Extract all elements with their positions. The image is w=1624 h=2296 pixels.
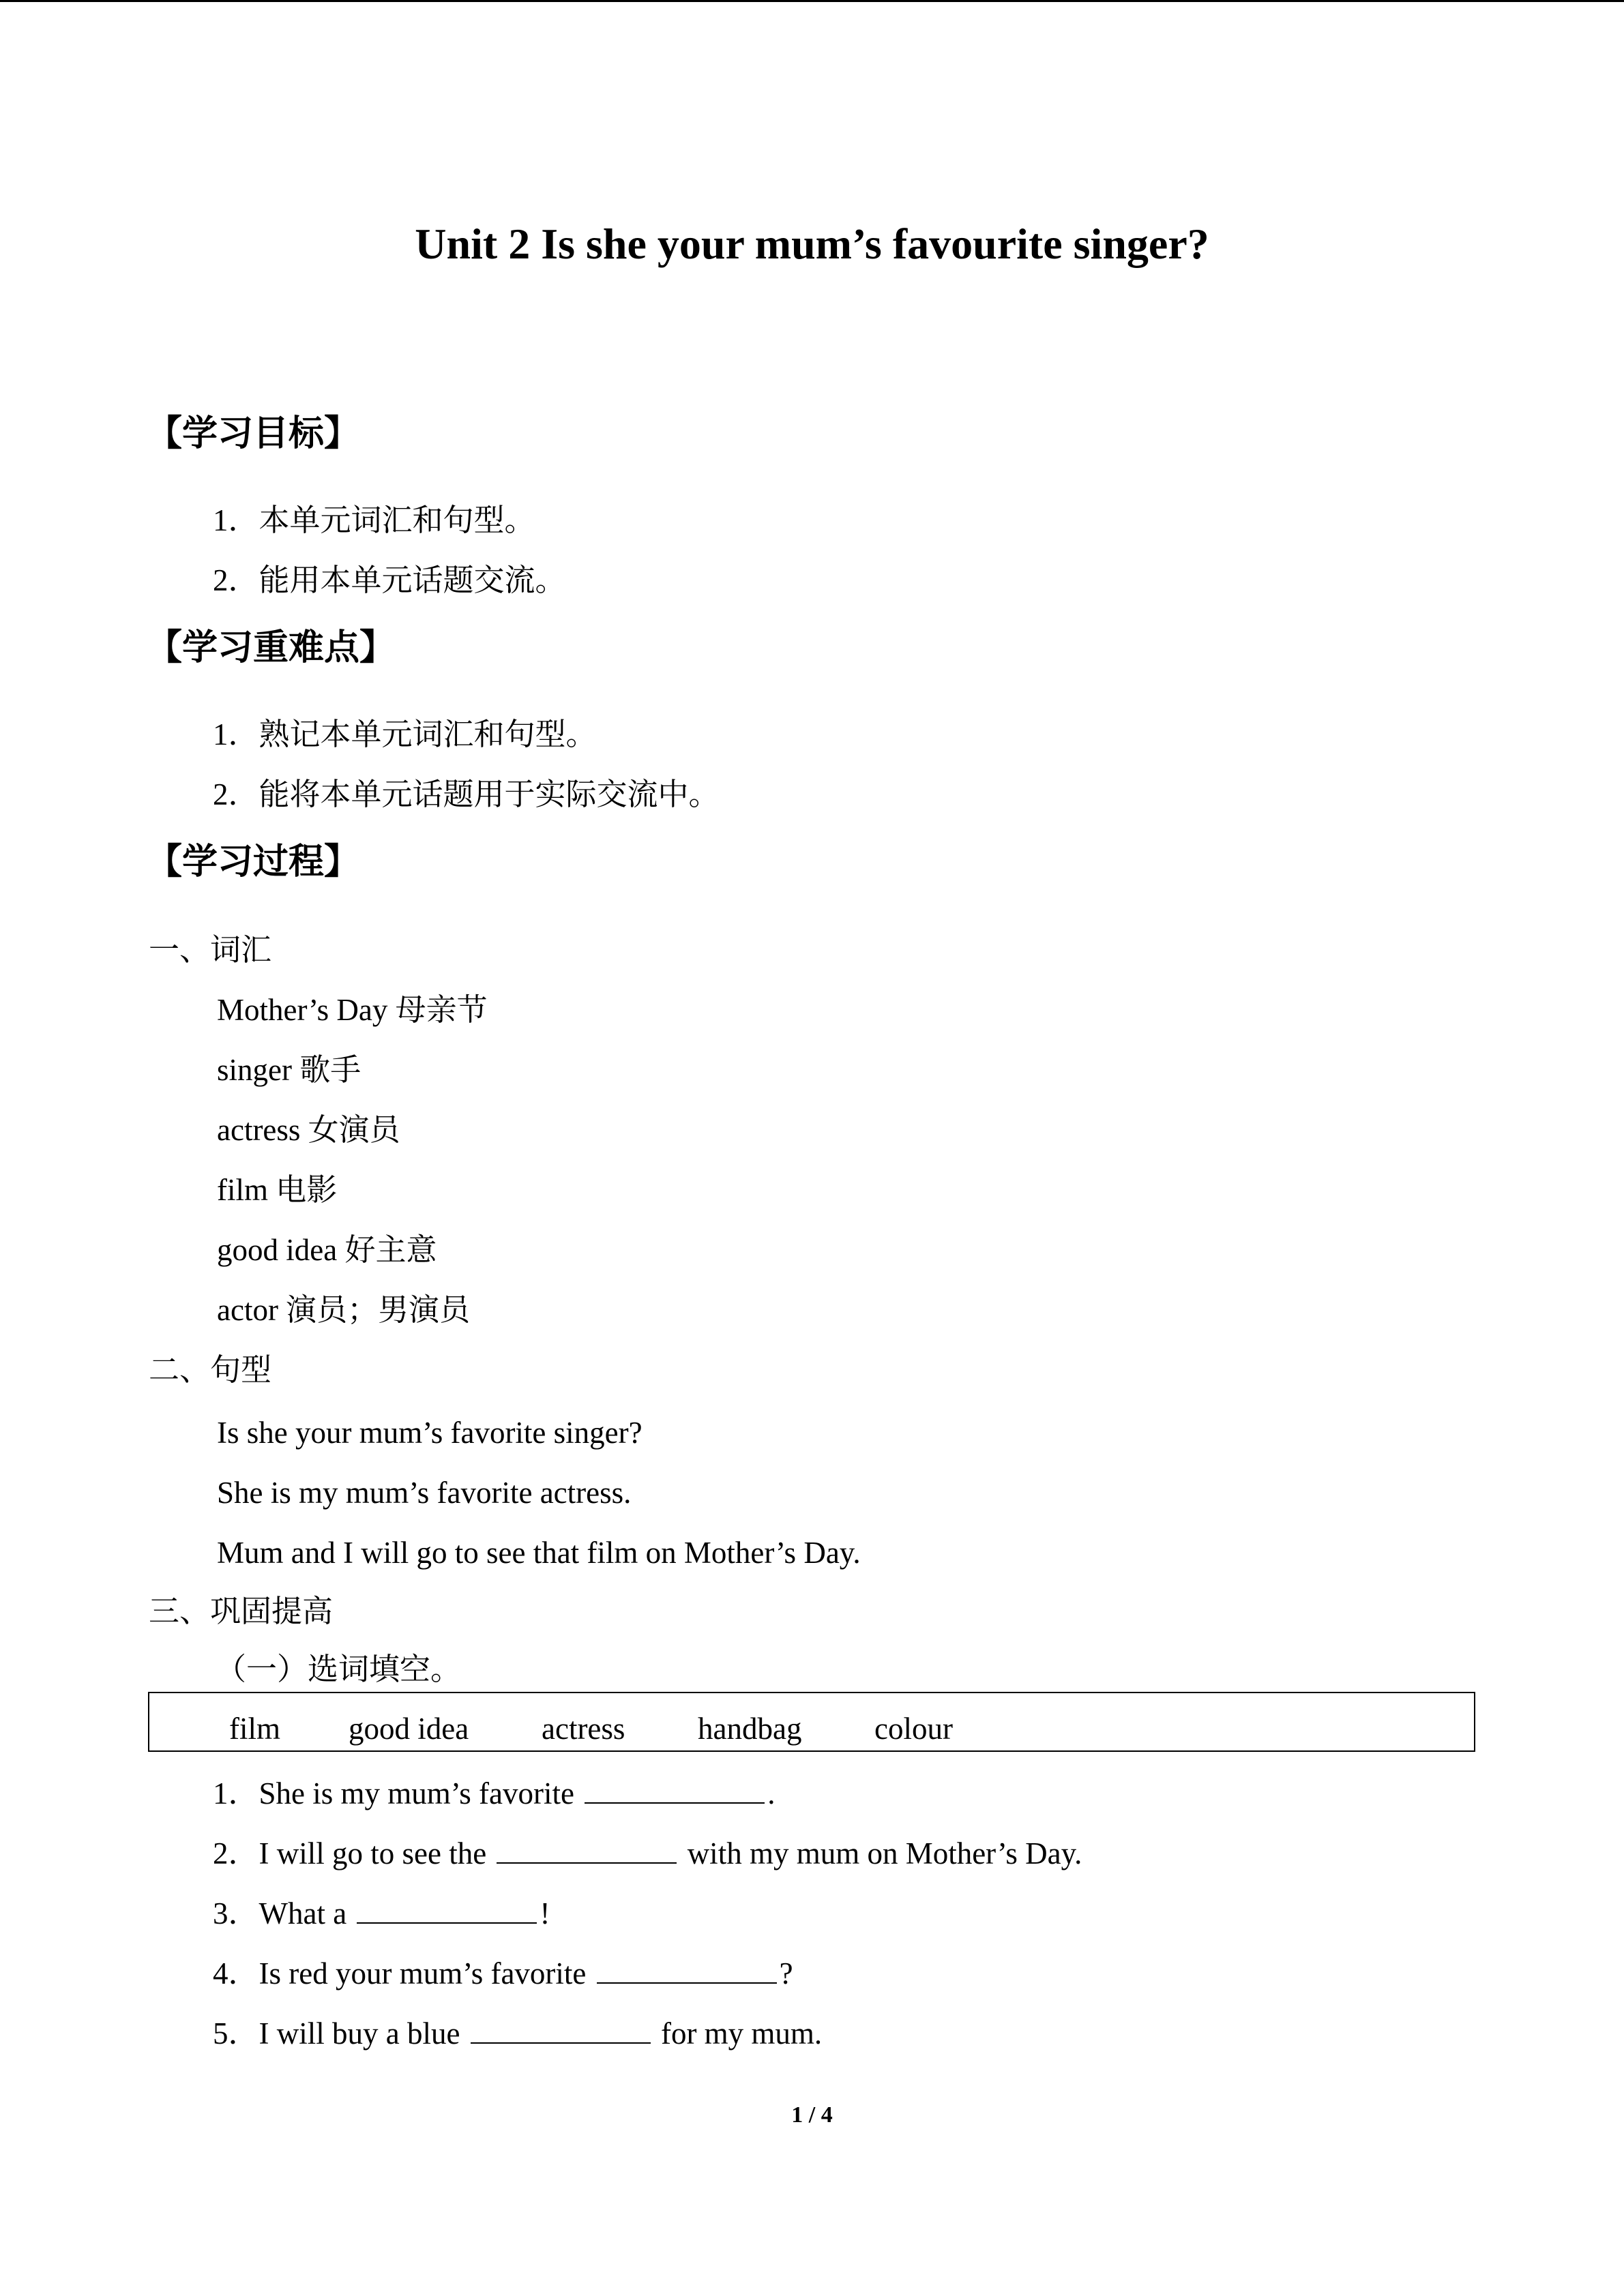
- question-item: [213, 1953, 793, 1994]
- answer-blank[interactable]: [585, 1776, 765, 1804]
- word-bank-item: handbag: [698, 1712, 802, 1746]
- question-text: 4．Is red your mum’s favorite: [213, 1956, 587, 1991]
- vocab-item: good idea 好主意: [217, 1233, 437, 1267]
- vocab-item: actress 女演员: [217, 1113, 400, 1147]
- word-bank-box: [148, 1692, 1475, 1752]
- process-heading: 【学习过程】: [147, 841, 360, 882]
- goal-item: 1．本单元词汇和句型。: [213, 503, 535, 537]
- key-point-item: 2．能将本单元话题用于实际交流中。: [213, 777, 720, 811]
- sentences-heading: 二、句型: [149, 1353, 272, 1387]
- word-bank-item: actress: [542, 1712, 625, 1746]
- top-border-line: [0, 0, 1624, 2]
- practice-heading: 三、巩固提高: [149, 1594, 334, 1628]
- key-point-item: 1．熟记本单元词汇和句型。: [213, 717, 597, 751]
- answer-blank[interactable]: [357, 1896, 537, 1924]
- question-text: with my mum on Mother’s Day.: [687, 1836, 1082, 1870]
- word-bank-item: film: [229, 1712, 280, 1746]
- answer-blank[interactable]: [597, 1956, 777, 1984]
- vocab-item: Mother’s Day 母亲节: [217, 993, 488, 1027]
- vocab-item: film 电影: [217, 1173, 338, 1207]
- key-points-heading: 【学习重难点】: [147, 627, 396, 668]
- question-item: [213, 1833, 1082, 1874]
- page-number: 1 / 4: [791, 2102, 833, 2128]
- vocab-item: actor 演员；男演员: [217, 1293, 471, 1327]
- question-item: [213, 1773, 775, 1814]
- sentence-item: She is my mum’s favorite actress.: [217, 1476, 632, 1510]
- sentence-item: Mum and I will go to see that film on Mother’s Day.: [217, 1536, 861, 1570]
- question-item: [213, 1893, 550, 1934]
- answer-blank[interactable]: [471, 2016, 651, 2044]
- question-text: .: [767, 1776, 776, 1810]
- question-text: 5．I will buy a blue: [213, 2016, 460, 2051]
- question-item: [213, 2013, 822, 2054]
- word-bank-item: good idea: [349, 1712, 469, 1746]
- question-text: !: [540, 1896, 550, 1930]
- question-text: ?: [779, 1956, 793, 1991]
- answer-blank[interactable]: [497, 1836, 677, 1864]
- page-title: Unit 2 Is she your mum’s favourite singer?: [415, 220, 1209, 268]
- sentence-item: Is she your mum’s favorite singer?: [217, 1416, 643, 1450]
- vocab-item: singer 歌手: [217, 1053, 361, 1087]
- practice-sub-heading: （一）选词填空。: [216, 1652, 462, 1686]
- question-text: 2．I will go to see the: [213, 1836, 487, 1870]
- question-text: 1．She is my mum’s favorite: [213, 1776, 574, 1810]
- goal-item: 2．能用本单元话题交流。: [213, 563, 566, 597]
- word-bank-item: colour: [874, 1712, 953, 1746]
- goals-heading: 【学习目标】: [147, 413, 360, 454]
- vocab-heading: 一、词汇: [149, 933, 272, 967]
- question-text: for my mum.: [660, 2016, 823, 2051]
- question-text: 3．What a: [213, 1896, 347, 1930]
